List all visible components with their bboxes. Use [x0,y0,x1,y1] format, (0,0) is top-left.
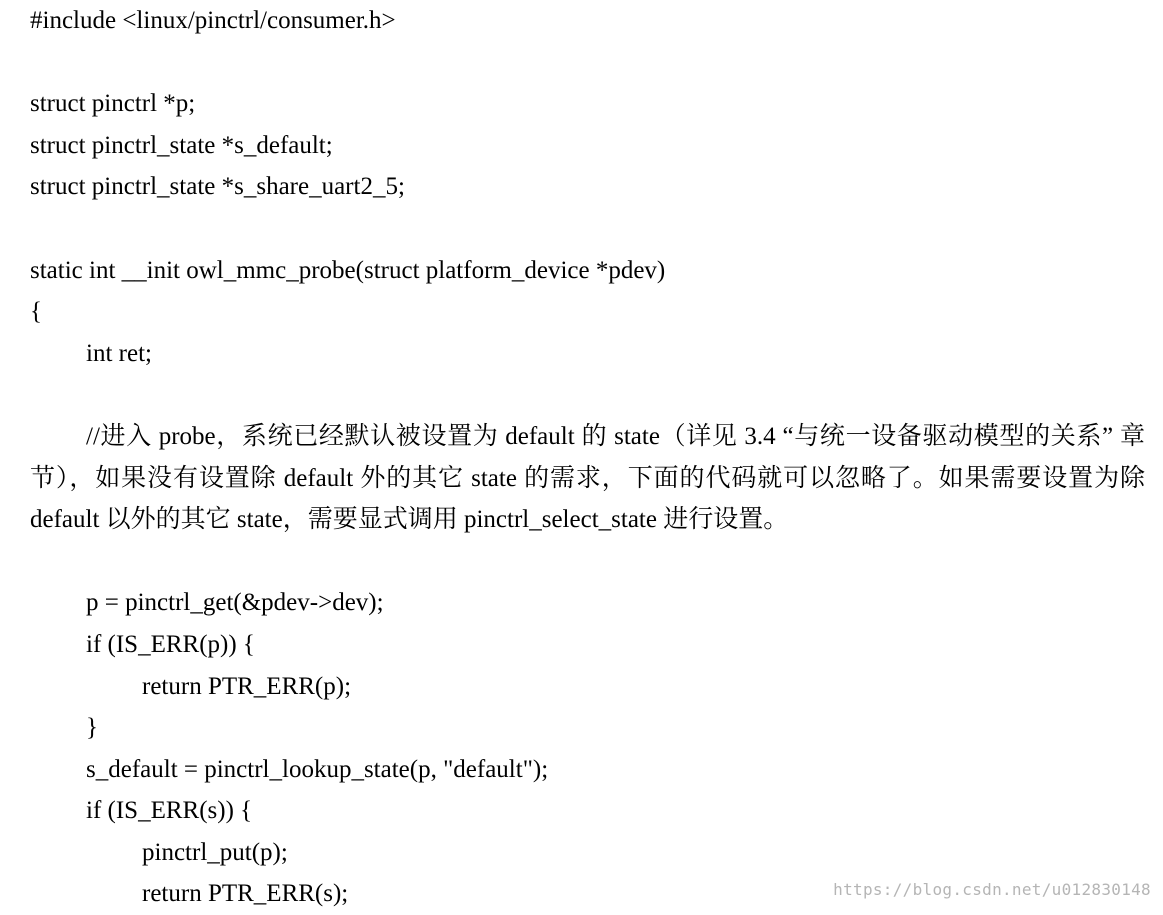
function-signature-line: static int __init owl_mmc_probe(struct platform_device *pdev) [30,256,666,284]
if-err-s-line: if (IS_ERR(s)) { [86,797,253,825]
blank-line [30,42,1145,84]
pinctrl-put-line: pinctrl_put(p); [142,838,288,866]
code-document [30,0,1145,915]
decl-pinctrl-line: struct pinctrl *p; [30,90,196,118]
blank-line [30,374,1145,416]
int-ret-line: int ret; [86,339,152,367]
lookup-state-line: s_default = pinctrl_lookup_state(p, "default"); [86,755,549,783]
return-err-s-line: return PTR_ERR(s); [142,880,349,908]
decl-default-state-line: struct pinctrl_state *s_default; [30,131,333,159]
watermark: https://blog.csdn.net/u012830148 [833,880,1151,899]
include-line: #include <linux/pinctrl/consumer.h> [30,7,396,34]
return-err-p-line: return PTR_ERR(p); [142,672,352,700]
decl-share-state-line: struct pinctrl_state *s_share_uart2_5; [30,173,405,201]
comment-text: //进入 probe，系统已经默认被设置为 default 的 state（详见 3.4 “与统一设备驱动模型的关系” 章节），如果没有设置除 default 外的其它 state 的需求，下面的代码就可以忽略了。如果需要设置为除 default 以外的其它 state，需要显式调用 pinctrl_select_state 进行设置。 [30,422,1145,534]
blank-line [30,541,1145,583]
pinctrl-get-line: p = pinctrl_get(&pdev->dev); [86,589,384,617]
open-brace-line: { [30,298,42,326]
blank-line [30,208,1145,250]
comment-paragraph [30,416,1145,541]
close-brace-line: } [86,714,98,742]
if-err-p-line: if (IS_ERR(p)) { [86,630,255,658]
